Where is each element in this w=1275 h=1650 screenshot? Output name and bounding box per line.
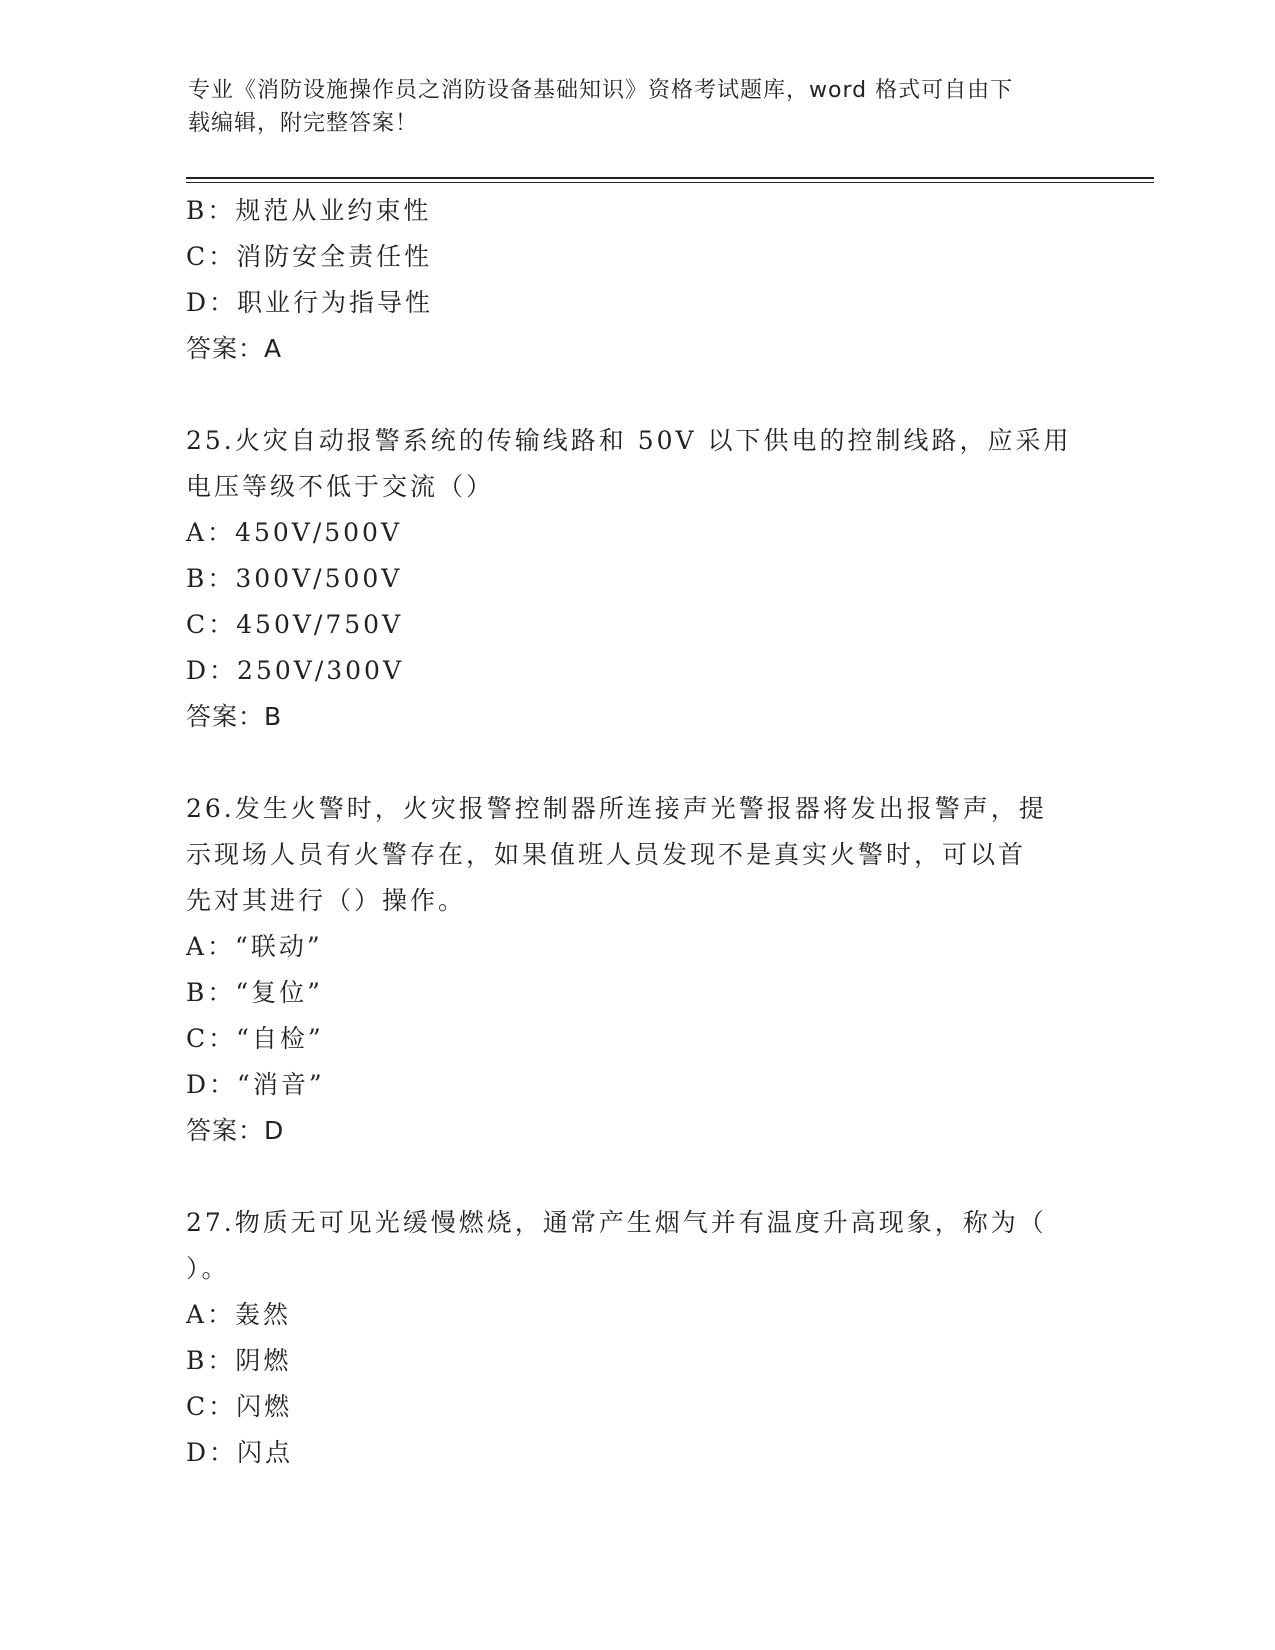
option-d: D：“消音” [186, 1070, 325, 1099]
option-c: C：闪燃 [186, 1392, 293, 1421]
option-b: B：规范从业约束性 [186, 196, 432, 225]
option-c: C：450V/750V [186, 610, 404, 639]
question-text-line: 27.物质无可见光缓慢燃烧，通常产生烟气并有温度升高现象，称为（ [186, 1208, 1047, 1237]
question-25 [186, 418, 1086, 740]
option-a: A：轰然 [186, 1300, 292, 1329]
question-text-line: 示现场人员有火警存在，如果值班人员发现不是真实火警时，可以首 [186, 840, 1027, 869]
option-d: D：职业行为指导性 [186, 288, 434, 317]
header-line-2: 载编辑，附完整答案！ [188, 111, 419, 136]
option-c: C：“自检” [186, 1024, 324, 1053]
header-line-1: 专业《消防设施操作员之消防设备基础知识》资格考试题库，word 格式可自由下 [188, 78, 1014, 103]
question-text-line: 26.发生火警时，火灾报警控制器所连接声光警报器将发出报警声，提 [186, 794, 1047, 823]
option-a: A：450V/500V [186, 518, 403, 547]
question-26 [186, 786, 1086, 1154]
spacer [186, 1154, 1086, 1200]
option-a: A：“联动” [186, 932, 323, 961]
header-divider-thin [186, 182, 1154, 183]
option-b: B：“复位” [186, 978, 323, 1007]
option-d: D：闪点 [186, 1438, 294, 1467]
spacer [186, 372, 1086, 418]
spacer [186, 740, 1086, 786]
option-b: B：阴燃 [186, 1346, 292, 1375]
option-d: D：250V/300V [186, 656, 405, 685]
option-b: B：300V/500V [186, 564, 403, 593]
answer-line: 答案：A [186, 334, 283, 363]
question-text-line: ）。 [186, 1254, 230, 1283]
document-header [188, 74, 1088, 140]
question-list [186, 188, 1086, 1476]
question-text-line: 25.火灾自动报警系统的传输线路和 50V 以下供电的控制线路，应采用 [186, 426, 1072, 455]
question-24-continued [186, 188, 1086, 372]
question-27 [186, 1200, 1086, 1476]
header-divider [186, 177, 1154, 179]
answer-line: 答案：D [186, 1116, 285, 1145]
option-c: C：消防安全责任性 [186, 242, 433, 271]
question-text-line: 先对其进行（）操作。 [186, 886, 467, 915]
question-text-line: 电压等级不低于交流（） [186, 472, 495, 501]
answer-line: 答案：B [186, 702, 283, 731]
